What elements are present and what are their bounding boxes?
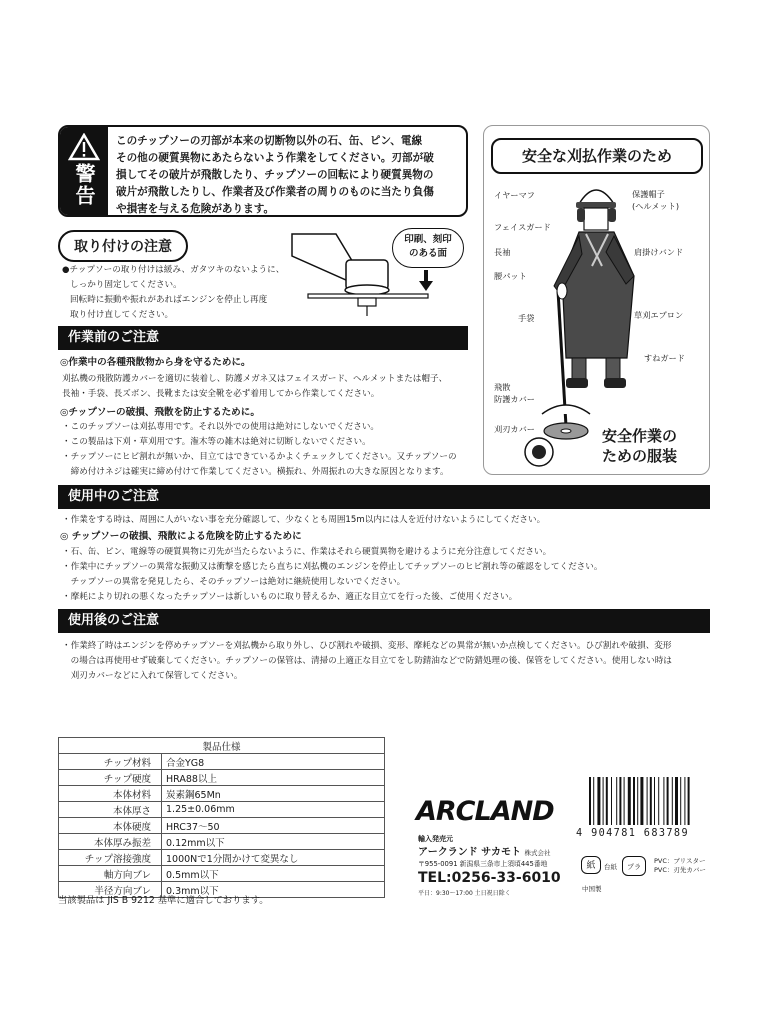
table-row	[59, 834, 385, 850]
barcode-bar	[619, 777, 621, 825]
mounting-line: ●チップソーの取り付けは緩み、ガタツキのないように、	[62, 265, 285, 275]
barcode-bar	[597, 777, 600, 825]
spec-value: 炭素鋼65Mn	[162, 786, 385, 802]
spec-key: 本体厚み振差	[59, 834, 162, 850]
before-subheading-1: ◎作業中の各種飛散物から身を守るために。	[60, 357, 251, 368]
spec-value: 0.5mm以下	[162, 866, 385, 882]
barcode-bar	[633, 777, 635, 825]
pvc-line: PVC：ブリスター	[654, 857, 706, 865]
label-glove: 手袋	[518, 313, 535, 323]
before-subheading-2: ◎チップソーの破損、飛散を防止するために。	[60, 407, 260, 418]
spec-value: 0.12mm以下	[162, 834, 385, 850]
barcode-bar	[650, 777, 652, 825]
barcode-bar	[628, 777, 631, 825]
warning-line: 損してその破片が飛散したり、チップソーの回転により硬質異物の	[116, 169, 434, 181]
barcode-bar	[675, 777, 678, 825]
paper-recycle-icon	[581, 856, 601, 874]
company-hours: 平日：9:30〜17:00 土日祝日除く	[418, 890, 511, 897]
during-line-1: ・作業をする時は、周囲に人がいない事を充分確認して、少なくとも周囲15m以内には人を近付けないようにしてください。	[62, 515, 546, 525]
spec-table	[58, 737, 385, 898]
table-row	[59, 786, 385, 802]
table-row	[59, 818, 385, 834]
before-line: 締め付けネジは確実に締め付けて作業してください。横振れ、外周振れの大きな原因となります。	[62, 467, 449, 477]
during-subheading: ◎ チップソーの破損、飛散による危険を防止するために	[60, 531, 302, 542]
after-text	[62, 639, 710, 684]
mounting-line: 取り付け直してください。	[70, 310, 174, 320]
company-logo: ARCLAND	[416, 796, 554, 827]
before-text-1	[62, 372, 477, 402]
warning-line: その他の硬質異物にあたらないよう作業をしてください。刃部が破	[116, 152, 434, 164]
spec-key: 本体材料	[59, 786, 162, 802]
arrow-down-icon	[418, 270, 434, 292]
label-hippad: 腰パット	[494, 271, 527, 281]
mounting-line: 回転時に振動や振れがあればエンジンを停止し再度	[70, 295, 268, 305]
label-shin-guard: すねガード	[644, 353, 685, 363]
warning-icon	[68, 133, 100, 161]
table-row	[59, 866, 385, 882]
paper-mark: 紙	[586, 861, 596, 871]
barcode-bar	[589, 777, 591, 825]
pvc-line: PVC：刃先カバー	[654, 866, 706, 874]
before-text-2	[62, 420, 482, 480]
after-line: の場合は再使用せず破棄してください。チップソーの保管は、清掃の上適正な目立てをし防錆油などで防錆処理の後、保管をしてください。使用しない時は	[62, 656, 672, 666]
spec-value: HRA88以上	[162, 770, 385, 786]
spec-key: 本体厚さ	[59, 802, 162, 818]
paper-sub: 台紙	[604, 863, 617, 871]
spec-value: 1000Nで1分間かけて変異なし	[162, 850, 385, 866]
spec-key: チップ溶接強度	[59, 850, 162, 866]
barcode-bar	[680, 777, 681, 825]
spec-key: チップ材料	[59, 754, 162, 770]
barcode-bar	[684, 777, 685, 825]
barcode-bar	[658, 777, 659, 825]
company-suffix: 株式会社	[524, 849, 551, 857]
spec-value: 合金YG8	[162, 754, 385, 770]
spec-key: 本体硬度	[59, 818, 162, 834]
company-address: 〒955-0091 新潟県三条市上須頃445番地	[418, 860, 548, 868]
barcode-bar	[640, 777, 643, 825]
before-line: 刈払機の飛散防護カバーを適切に装着し、防護メガネ又はフェイスガード、ヘルメットまたは帽子、	[62, 374, 448, 384]
label-cover: 飛散	[494, 382, 511, 392]
caption-line: 安全作業の	[602, 427, 678, 445]
company-tel: TEL:0256-33-6010	[418, 870, 561, 886]
safety-title: 安全な刈払作業のため	[491, 138, 703, 174]
company-name	[418, 843, 550, 858]
callout-line: のある面	[408, 248, 447, 259]
label-faceguard: フェイスガード	[494, 222, 551, 232]
barcode	[588, 777, 710, 825]
during-line: ・摩耗により切れの悪くなったチップソーは新しいものに取り替えるか、適正な目立てを行った後、ご使用ください。	[62, 592, 518, 602]
table-row	[59, 850, 385, 866]
mounting-heading: 取り付けの注意	[58, 230, 188, 262]
spec-key: 軸方向ブレ	[59, 866, 162, 882]
importer-label: 輸入発売元	[418, 835, 453, 843]
after-line: 刈刃カバーなどに入れて保管してください。	[62, 671, 243, 681]
spec-header-row	[59, 738, 385, 754]
barcode-bar	[667, 777, 669, 825]
barcode-bar	[616, 777, 617, 825]
origin-label: 中国製	[582, 885, 602, 893]
barcode-bar	[606, 777, 608, 825]
barcode-bar	[663, 777, 664, 825]
during-text	[62, 545, 707, 605]
after-line: ・作業終了時はエンジンを停めチップソーを刈払機から取り外し、ひび割れや破損、変形、摩耗などの異常が無いか点検してください。ひび割れや破損、変形	[62, 641, 672, 651]
spec-value: 1.25±0.06mm	[162, 802, 385, 818]
company-name-text: アークランド サカモト	[418, 847, 521, 858]
warning-line: このチップソーの刃部が本来の切断物以外の石、缶、ピン、電線	[116, 135, 423, 147]
barcode-bar	[654, 777, 655, 825]
warning-line: 破片が飛散したりし、作業者及び作業者の周りのものに当たり負傷	[116, 186, 434, 198]
mounting-line: しっかり固定してください。	[70, 280, 182, 290]
spec-note: 当該製品は JIS B 9212 基準に適合しております。	[58, 895, 269, 906]
label-cover-sub: 防護カバー	[494, 394, 535, 404]
barcode-bar	[688, 777, 690, 825]
label-helmet-sub: (ヘルメット)	[632, 201, 680, 211]
spec-value: HRC37～50	[162, 818, 385, 834]
warning-label: 警告	[72, 163, 96, 207]
barcode-bar	[672, 777, 673, 825]
mounting-text	[62, 263, 302, 323]
section-heading-before: 作業前のご注意	[58, 326, 468, 350]
barcode-bar	[593, 777, 594, 825]
barcode-bar	[624, 777, 625, 825]
barcode-bar	[647, 777, 648, 825]
warning-side	[60, 127, 108, 215]
during-line: ・作業中にチップソーの異常な振動又は衝撃を感じたら直ちに刈払機のエンジンを停止してチップソーのヒビ割れ等の確認をしてください。	[62, 562, 603, 572]
during-line: チップソーの異常を発見したら、そのチップソーは絶対に継続使用しないでください。	[62, 577, 406, 587]
before-line: 長袖・手袋、長ズボン、長靴または安全靴を必ず着用してから作業してください。	[62, 389, 380, 399]
before-line: ・この製品は下刈・草刈用です。潅木等の雑木は絶対に切断しないでください。	[62, 437, 371, 447]
label-strap: 肩掛けバンド	[634, 247, 684, 257]
spec-header: 製品仕様	[59, 738, 385, 754]
section-heading-during: 使用中のご注意	[58, 485, 710, 509]
safety-clothing-panel	[483, 125, 710, 475]
section-heading-after: 使用後のご注意	[58, 609, 710, 633]
plastic-recycle-icon: プラ	[622, 856, 646, 876]
label-blade-cover: 刈刃カバー	[494, 424, 535, 434]
barcode-bar	[603, 777, 604, 825]
spec-key: 半径方向ブレ	[59, 882, 162, 898]
before-line: ・チップソーにヒビ割れが無いか、目立てはできているかよくチェックしてください。又チップソーの	[62, 452, 457, 462]
table-row	[59, 802, 385, 818]
caption-line: ための服装	[602, 447, 678, 465]
spec-value: 0.3mm以下	[162, 882, 385, 898]
table-row	[59, 754, 385, 770]
warning-line: や損害を与える危険があります。	[116, 203, 275, 215]
before-line: ・このチップソーは刈払専用です。それ以外での使用は絶対にしないでください。	[62, 422, 380, 432]
barcode-number: 4 904781 683789	[576, 828, 690, 839]
pvc-notes	[654, 857, 706, 875]
callout-line: 印刷、刻印	[404, 234, 452, 245]
barcode-bar	[611, 777, 612, 825]
label-sleeve: 長袖	[494, 247, 511, 257]
during-line: ・石、缶、ピン、電線等の硬質異物に刃先が当たらないように、作業はそれら硬質異物を避けるように充分注意してください。	[62, 547, 552, 557]
barcode-bar	[637, 777, 638, 825]
label-apron: 草刈エプロン	[634, 310, 684, 320]
engraved-side-callout	[392, 228, 464, 268]
warning-box	[58, 125, 468, 217]
table-row	[59, 770, 385, 786]
safety-caption	[602, 426, 677, 466]
label-helmet: 保護帽子	[632, 189, 665, 199]
label-earmuff: イヤーマフ	[494, 190, 535, 200]
spec-key: チップ硬度	[59, 770, 162, 786]
warning-text	[116, 133, 460, 217]
